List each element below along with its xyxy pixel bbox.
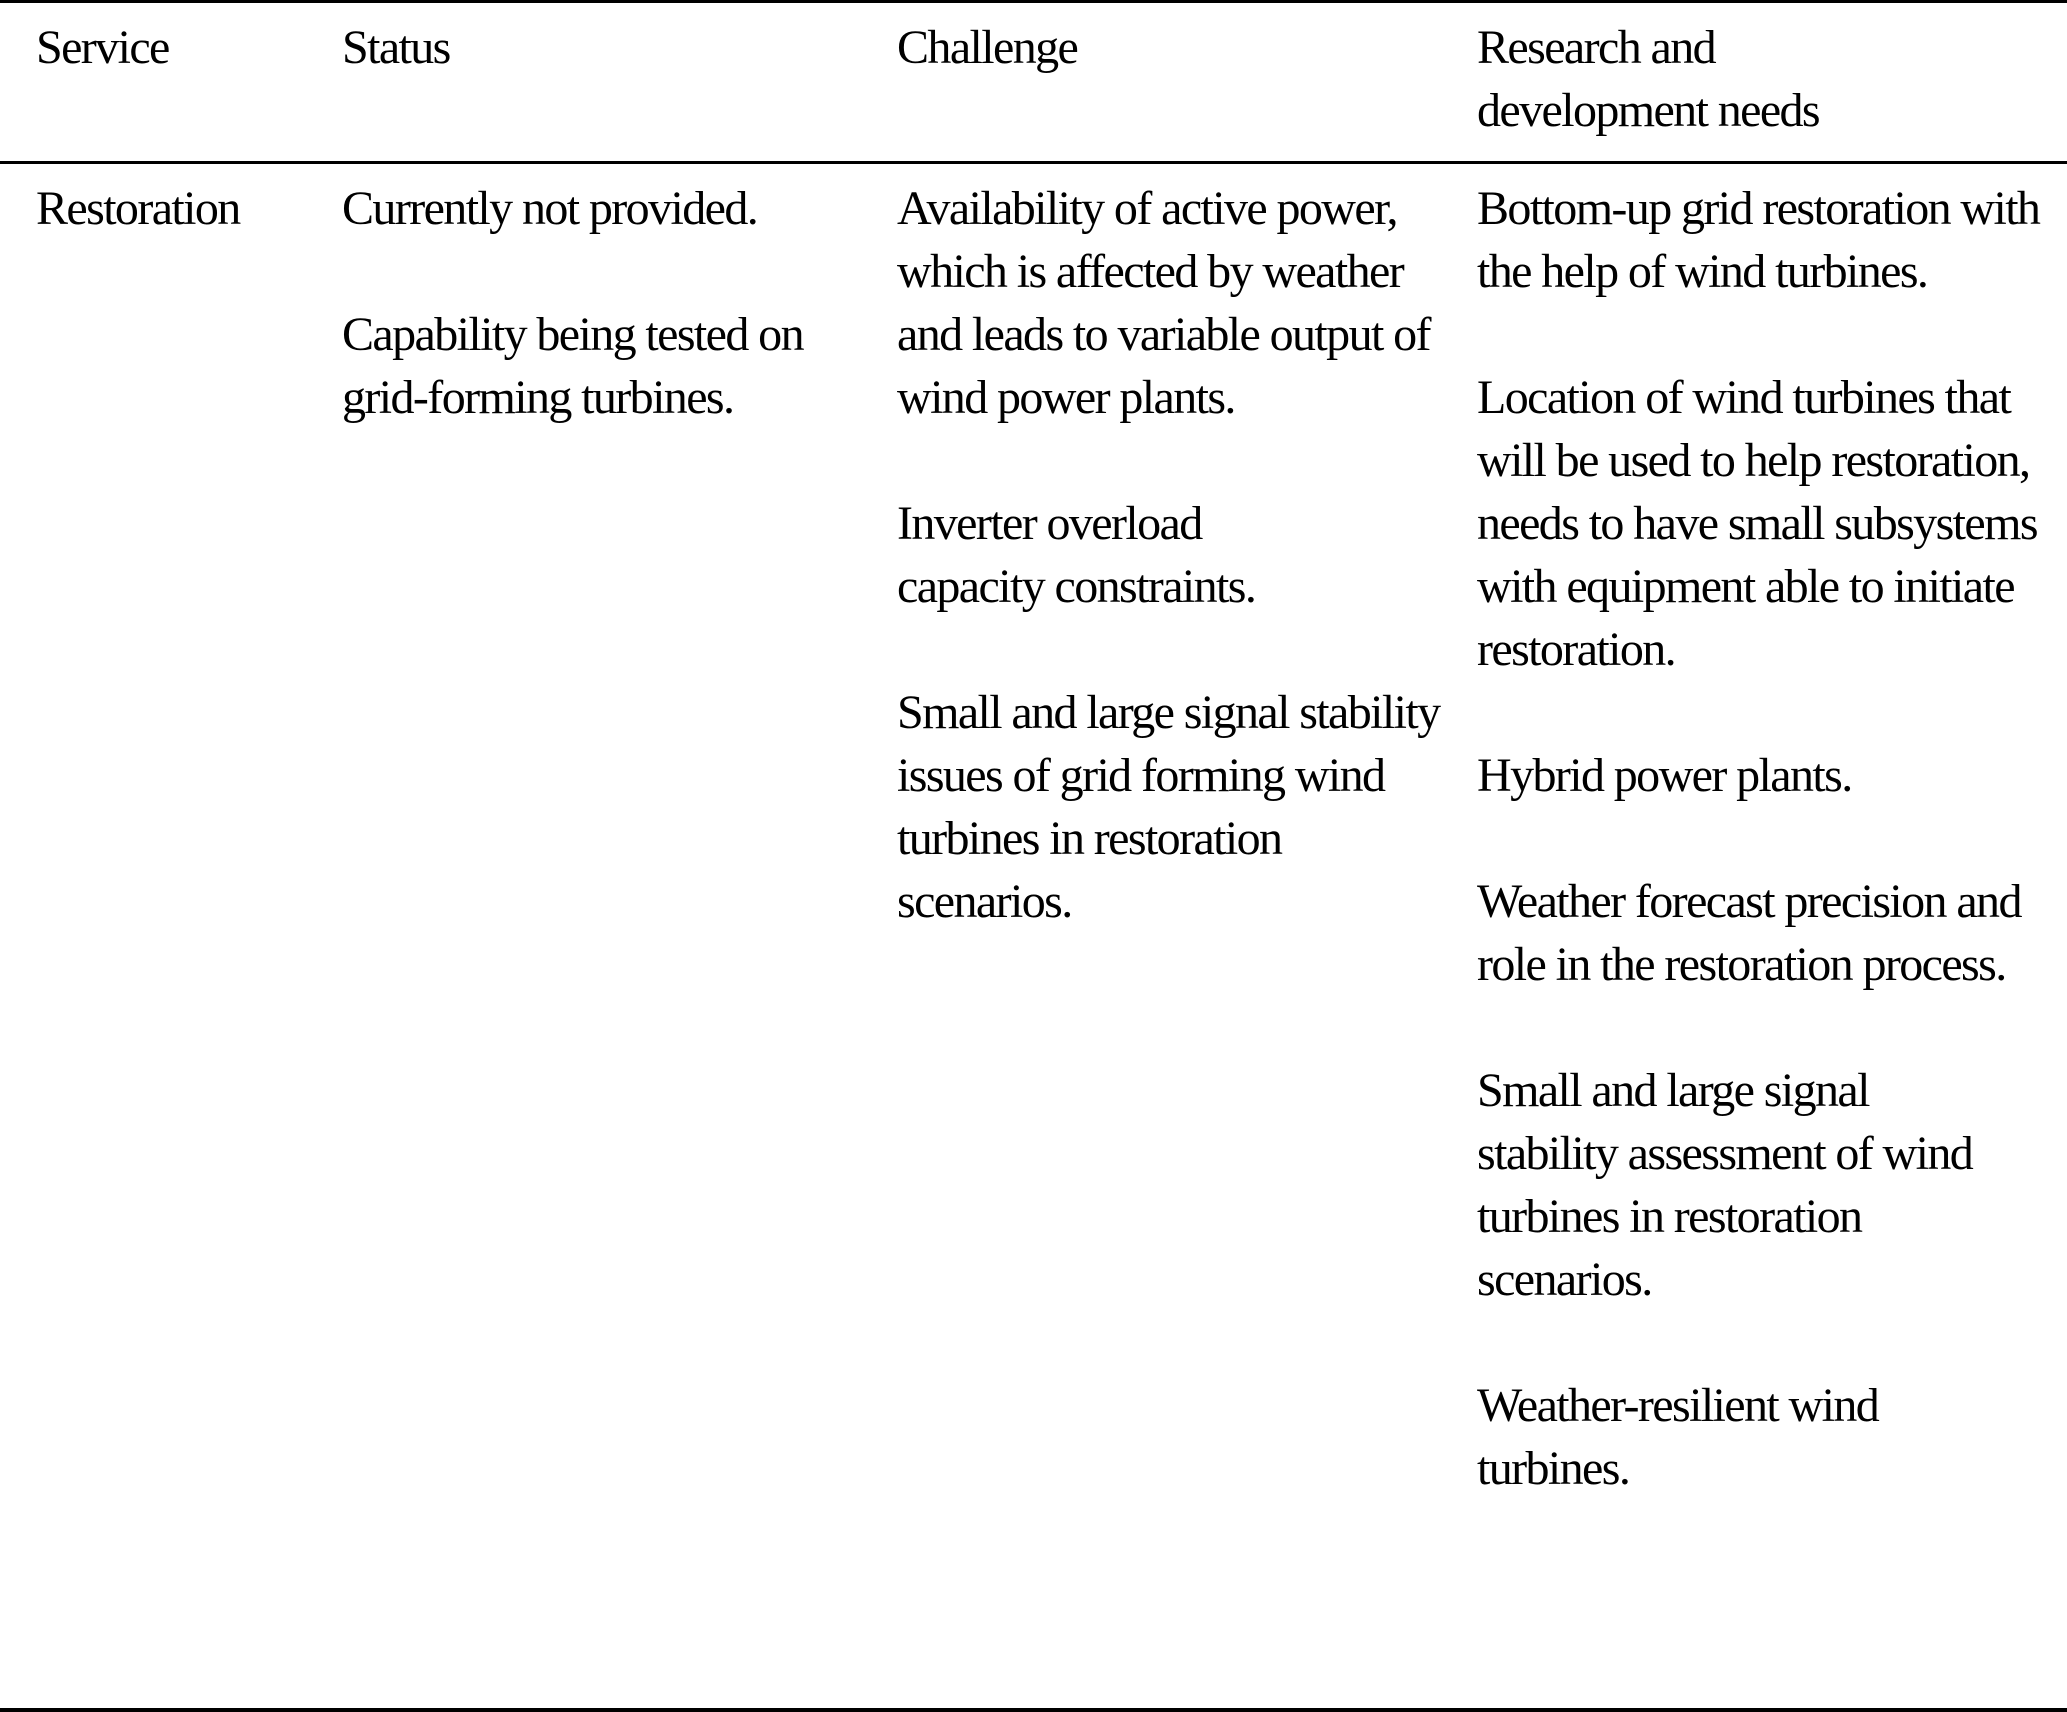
rd-need-paragraph: Weather forecast precision and role in the restoration process. bbox=[1477, 875, 2021, 991]
header-status: Status bbox=[342, 21, 450, 74]
rd-need-paragraph: Bottom-up grid restoration with the help of wind turbines. bbox=[1477, 182, 2040, 298]
table-bottom-rule bbox=[0, 1708, 2067, 1712]
header-challenge: Challenge bbox=[897, 21, 1078, 74]
rd-need-paragraph: Small and large signal stability assessment of wind turbines in restoration scenarios. bbox=[1477, 1064, 1973, 1306]
challenge-paragraph: Availability of active power, which is affected by weather and leads to variable output of wind power plants. bbox=[897, 182, 1430, 424]
status-paragraph: Currently not provided. bbox=[342, 182, 758, 235]
rd-need-paragraph: Weather-resilient wind turbines. bbox=[1477, 1379, 1879, 1495]
cell-status bbox=[342, 177, 882, 429]
header-service: Service bbox=[36, 21, 169, 74]
cell-challenge bbox=[897, 177, 1457, 933]
header-rule bbox=[0, 161, 2067, 164]
status-paragraph: Capability being tested on grid-forming turbines. bbox=[342, 308, 803, 424]
header-rd-needs: Research and development needs bbox=[1477, 21, 1820, 137]
rd-need-paragraph: Location of wind turbines that will be used to help restoration, needs to have small subsystems with equipment able to initiate restoration. bbox=[1477, 371, 2037, 676]
challenge-paragraph: Small and large signal stability issues of grid forming wind turbines in restoration scenarios. bbox=[897, 686, 1440, 928]
cell-service: Restoration bbox=[36, 182, 240, 235]
table-top-rule bbox=[0, 0, 2067, 3]
challenge-paragraph: Inverter overload capacity constraints. bbox=[897, 497, 1256, 613]
rd-need-paragraph: Hybrid power plants. bbox=[1477, 749, 1852, 802]
cell-rd-needs bbox=[1477, 177, 2057, 1500]
